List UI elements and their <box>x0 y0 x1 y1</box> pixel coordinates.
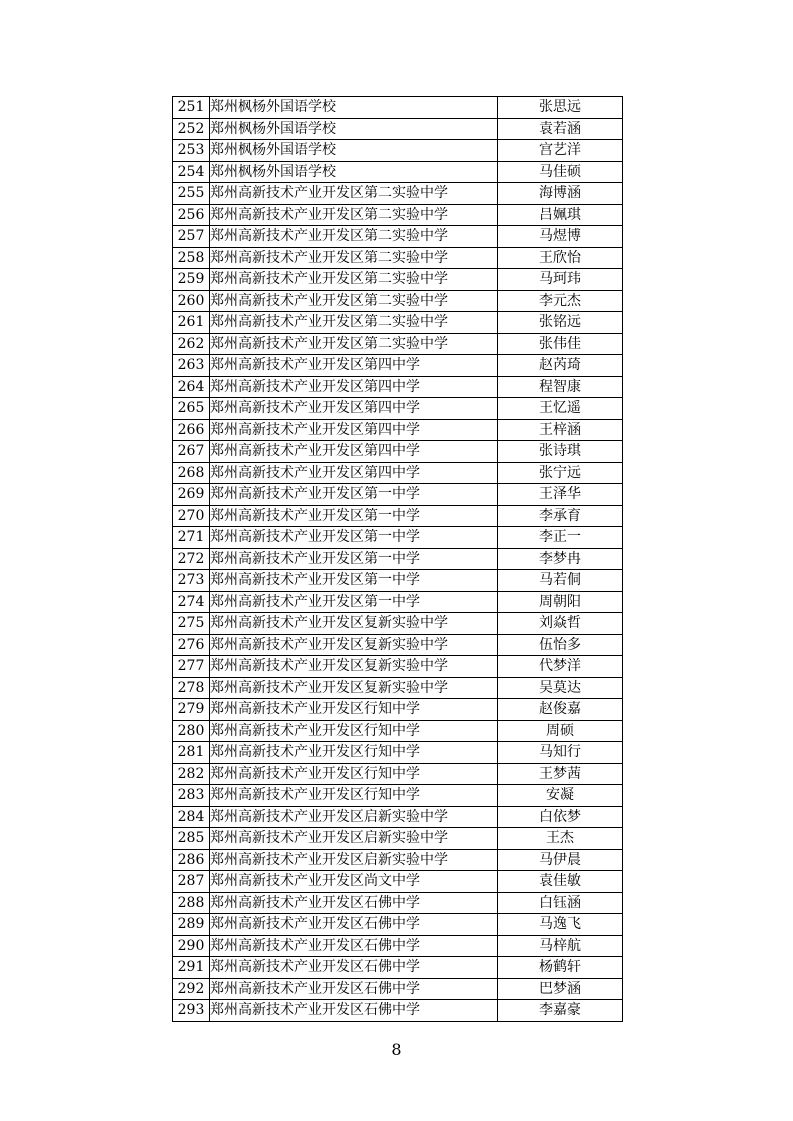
roster-table <box>172 96 623 1022</box>
school-name-cell: 郑州高新技术产业开发区第四中学 <box>210 376 498 398</box>
row-number-cell: 283 <box>173 785 210 807</box>
student-name-cell: 吴莫达 <box>498 677 623 699</box>
student-name-cell: 张铭远 <box>498 312 623 334</box>
student-name-cell: 赵芮琦 <box>498 355 623 377</box>
row-number-cell: 252 <box>173 118 210 140</box>
school-name-cell: 郑州高新技术产业开发区行知中学 <box>210 785 498 807</box>
table-row <box>173 871 623 893</box>
table-row <box>173 226 623 248</box>
row-number-cell: 268 <box>173 462 210 484</box>
student-name-cell: 周朝阳 <box>498 591 623 613</box>
table-row <box>173 677 623 699</box>
row-number-cell: 271 <box>173 527 210 549</box>
table-row <box>173 763 623 785</box>
row-number-cell: 276 <box>173 634 210 656</box>
row-number-cell: 277 <box>173 656 210 678</box>
row-number-cell: 259 <box>173 269 210 291</box>
student-name-cell: 周硕 <box>498 720 623 742</box>
student-name-cell: 李梦冉 <box>498 548 623 570</box>
table-row <box>173 462 623 484</box>
row-number-cell: 293 <box>173 1000 210 1022</box>
table-row <box>173 978 623 1000</box>
row-number-cell: 272 <box>173 548 210 570</box>
row-number-cell: 281 <box>173 742 210 764</box>
school-name-cell: 郑州高新技术产业开发区石佛中学 <box>210 1000 498 1022</box>
row-number-cell: 285 <box>173 828 210 850</box>
school-name-cell: 郑州高新技术产业开发区行知中学 <box>210 720 498 742</box>
student-name-cell: 安凝 <box>498 785 623 807</box>
school-name-cell: 郑州高新技术产业开发区复新实验中学 <box>210 677 498 699</box>
table-row <box>173 548 623 570</box>
school-name-cell: 郑州高新技术产业开发区复新实验中学 <box>210 613 498 635</box>
row-number-cell: 266 <box>173 419 210 441</box>
school-name-cell: 郑州高新技术产业开发区第四中学 <box>210 462 498 484</box>
row-number-cell: 257 <box>173 226 210 248</box>
school-name-cell: 郑州高新技术产业开发区启新实验中学 <box>210 849 498 871</box>
student-name-cell: 张思远 <box>498 97 623 119</box>
row-number-cell: 260 <box>173 290 210 312</box>
school-name-cell: 郑州高新技术产业开发区行知中学 <box>210 699 498 721</box>
student-name-cell: 杨鹤轩 <box>498 957 623 979</box>
student-name-cell: 海博涵 <box>498 183 623 205</box>
table-row <box>173 828 623 850</box>
student-name-cell: 王梦茜 <box>498 763 623 785</box>
table-row <box>173 505 623 527</box>
school-name-cell: 郑州高新技术产业开发区尚文中学 <box>210 871 498 893</box>
school-name-cell: 郑州高新技术产业开发区复新实验中学 <box>210 656 498 678</box>
student-name-cell: 李嘉豪 <box>498 1000 623 1022</box>
table-row <box>173 570 623 592</box>
roster-table-body <box>173 97 623 1022</box>
student-name-cell: 马伊晨 <box>498 849 623 871</box>
school-name-cell: 郑州枫杨外国语学校 <box>210 118 498 140</box>
school-name-cell: 郑州高新技术产业开发区第四中学 <box>210 441 498 463</box>
student-name-cell: 代梦洋 <box>498 656 623 678</box>
table-row <box>173 742 623 764</box>
table-row <box>173 97 623 119</box>
table-row <box>173 161 623 183</box>
table-row <box>173 699 623 721</box>
row-number-cell: 274 <box>173 591 210 613</box>
student-name-cell: 王泽华 <box>498 484 623 506</box>
row-number-cell: 287 <box>173 871 210 893</box>
row-number-cell: 251 <box>173 97 210 119</box>
table-row <box>173 118 623 140</box>
school-name-cell: 郑州高新技术产业开发区第二实验中学 <box>210 183 498 205</box>
school-name-cell: 郑州高新技术产业开发区行知中学 <box>210 742 498 764</box>
school-name-cell: 郑州高新技术产业开发区第四中学 <box>210 355 498 377</box>
row-number-cell: 279 <box>173 699 210 721</box>
row-number-cell: 264 <box>173 376 210 398</box>
table-row <box>173 656 623 678</box>
table-row <box>173 935 623 957</box>
table-row <box>173 140 623 162</box>
school-name-cell: 郑州高新技术产业开发区第四中学 <box>210 398 498 420</box>
school-name-cell: 郑州高新技术产业开发区第一中学 <box>210 505 498 527</box>
table-row <box>173 527 623 549</box>
table-row <box>173 312 623 334</box>
student-name-cell: 张诗琪 <box>498 441 623 463</box>
table-row <box>173 849 623 871</box>
student-name-cell: 赵俊嘉 <box>498 699 623 721</box>
student-name-cell: 李正一 <box>498 527 623 549</box>
row-number-cell: 286 <box>173 849 210 871</box>
school-name-cell: 郑州枫杨外国语学校 <box>210 161 498 183</box>
school-name-cell: 郑州高新技术产业开发区第二实验中学 <box>210 226 498 248</box>
table-row <box>173 1000 623 1022</box>
table-row <box>173 441 623 463</box>
student-name-cell: 巴梦涵 <box>498 978 623 1000</box>
row-number-cell: 254 <box>173 161 210 183</box>
student-name-cell: 白依梦 <box>498 806 623 828</box>
table-row <box>173 484 623 506</box>
row-number-cell: 291 <box>173 957 210 979</box>
row-number-cell: 263 <box>173 355 210 377</box>
row-number-cell: 256 <box>173 204 210 226</box>
table-row <box>173 957 623 979</box>
student-name-cell: 马知行 <box>498 742 623 764</box>
school-name-cell: 郑州高新技术产业开发区第二实验中学 <box>210 333 498 355</box>
student-name-cell: 马若侗 <box>498 570 623 592</box>
student-name-cell: 李元杰 <box>498 290 623 312</box>
student-name-cell: 马梓航 <box>498 935 623 957</box>
table-row <box>173 247 623 269</box>
school-name-cell: 郑州高新技术产业开发区启新实验中学 <box>210 806 498 828</box>
student-name-cell: 吕姵琪 <box>498 204 623 226</box>
student-name-cell: 王梓涵 <box>498 419 623 441</box>
row-number-cell: 275 <box>173 613 210 635</box>
school-name-cell: 郑州高新技术产业开发区石佛中学 <box>210 914 498 936</box>
table-row <box>173 183 623 205</box>
row-number-cell: 282 <box>173 763 210 785</box>
row-number-cell: 289 <box>173 914 210 936</box>
student-name-cell: 王杰 <box>498 828 623 850</box>
row-number-cell: 253 <box>173 140 210 162</box>
table-row <box>173 785 623 807</box>
school-name-cell: 郑州高新技术产业开发区石佛中学 <box>210 957 498 979</box>
row-number-cell: 278 <box>173 677 210 699</box>
school-name-cell: 郑州高新技术产业开发区第二实验中学 <box>210 290 498 312</box>
row-number-cell: 284 <box>173 806 210 828</box>
table-row <box>173 333 623 355</box>
row-number-cell: 280 <box>173 720 210 742</box>
student-name-cell: 宫艺洋 <box>498 140 623 162</box>
school-name-cell: 郑州高新技术产业开发区第一中学 <box>210 591 498 613</box>
table-row <box>173 204 623 226</box>
row-number-cell: 255 <box>173 183 210 205</box>
table-row <box>173 613 623 635</box>
table-row <box>173 914 623 936</box>
row-number-cell: 292 <box>173 978 210 1000</box>
table-row <box>173 290 623 312</box>
school-name-cell: 郑州高新技术产业开发区第一中学 <box>210 548 498 570</box>
school-name-cell: 郑州高新技术产业开发区第二实验中学 <box>210 247 498 269</box>
student-name-cell: 刘焱哲 <box>498 613 623 635</box>
table-row <box>173 398 623 420</box>
student-name-cell: 张宁远 <box>498 462 623 484</box>
row-number-cell: 273 <box>173 570 210 592</box>
student-name-cell: 袁佳敏 <box>498 871 623 893</box>
student-name-cell: 王欣怡 <box>498 247 623 269</box>
school-name-cell: 郑州枫杨外国语学校 <box>210 97 498 119</box>
student-name-cell: 张伟佳 <box>498 333 623 355</box>
school-name-cell: 郑州高新技术产业开发区第二实验中学 <box>210 204 498 226</box>
student-name-cell: 马煜博 <box>498 226 623 248</box>
school-name-cell: 郑州高新技术产业开发区石佛中学 <box>210 978 498 1000</box>
student-name-cell: 程智康 <box>498 376 623 398</box>
student-name-cell: 伍怡多 <box>498 634 623 656</box>
table-row <box>173 634 623 656</box>
school-name-cell: 郑州高新技术产业开发区行知中学 <box>210 763 498 785</box>
page-number: 8 <box>391 1040 402 1059</box>
table-row <box>173 806 623 828</box>
school-name-cell: 郑州高新技术产业开发区启新实验中学 <box>210 828 498 850</box>
school-name-cell: 郑州高新技术产业开发区第二实验中学 <box>210 269 498 291</box>
table-row <box>173 355 623 377</box>
school-name-cell: 郑州高新技术产业开发区第一中学 <box>210 484 498 506</box>
school-name-cell: 郑州枫杨外国语学校 <box>210 140 498 162</box>
student-name-cell: 马逸飞 <box>498 914 623 936</box>
row-number-cell: 267 <box>173 441 210 463</box>
student-name-cell: 王忆遥 <box>498 398 623 420</box>
row-number-cell: 265 <box>173 398 210 420</box>
student-name-cell: 李承育 <box>498 505 623 527</box>
row-number-cell: 270 <box>173 505 210 527</box>
table-row <box>173 419 623 441</box>
student-name-cell: 马佳硕 <box>498 161 623 183</box>
table-row <box>173 591 623 613</box>
row-number-cell: 261 <box>173 312 210 334</box>
school-name-cell: 郑州高新技术产业开发区石佛中学 <box>210 892 498 914</box>
school-name-cell: 郑州高新技术产业开发区第二实验中学 <box>210 312 498 334</box>
row-number-cell: 290 <box>173 935 210 957</box>
row-number-cell: 269 <box>173 484 210 506</box>
school-name-cell: 郑州高新技术产业开发区第一中学 <box>210 570 498 592</box>
table-row <box>173 376 623 398</box>
student-name-cell: 袁若涵 <box>498 118 623 140</box>
table-row <box>173 269 623 291</box>
school-name-cell: 郑州高新技术产业开发区第一中学 <box>210 527 498 549</box>
student-name-cell: 白钰涵 <box>498 892 623 914</box>
table-row <box>173 892 623 914</box>
row-number-cell: 262 <box>173 333 210 355</box>
school-name-cell: 郑州高新技术产业开发区石佛中学 <box>210 935 498 957</box>
student-name-cell: 马珂玮 <box>498 269 623 291</box>
row-number-cell: 258 <box>173 247 210 269</box>
school-name-cell: 郑州高新技术产业开发区第四中学 <box>210 419 498 441</box>
table-row <box>173 720 623 742</box>
school-name-cell: 郑州高新技术产业开发区复新实验中学 <box>210 634 498 656</box>
row-number-cell: 288 <box>173 892 210 914</box>
